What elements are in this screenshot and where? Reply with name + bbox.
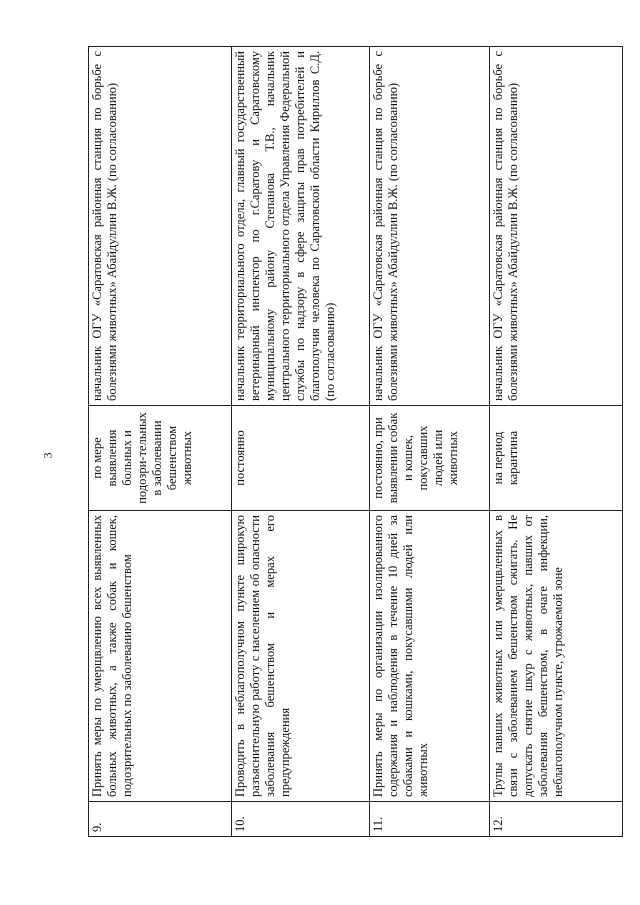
measure-cell: Трупы павших животных или умерщвленных в связи с заболеванием бешенством сжигать. Не допускать снятие шкур с животных, павших от заболевания бешенством, в очаге инфекции, неблагополучном пункте, угрожаемой зоне	[490, 511, 623, 802]
table-row	[370, 47, 490, 837]
term-cell: по мере выявления больных и подозри-тельных в заболевании бешенством животных	[89, 406, 232, 511]
measure-cell: Проводить в неблагополучном пункте широкую разъяснительную работу с населением об опасности заболевания бешенством и мерах его предупреждения	[232, 511, 370, 802]
row-number: 9.	[89, 802, 232, 837]
measure-cell: Принять меры по умерщвлению всех выявленных больных животных, а также собак и кошек, подозрительных по заболеванию бешенством	[89, 511, 232, 802]
responsible-cell: начальник ОГУ «Саратовская районная станция по борьбе с болезнями животных» Абайдуллин В.Ж. (по согласованию)	[89, 47, 232, 406]
responsible-cell: начальник ОГУ «Саратовская районная станция по борьбе с болезнями животных» Абайдуллин В.Ж. (по согласованию)	[370, 47, 490, 406]
row-number: 10.	[232, 802, 370, 837]
term-cell: на период карантина	[490, 406, 623, 511]
table-row	[89, 47, 232, 837]
row-number: 11.	[370, 802, 490, 837]
page-number: 3	[40, 452, 55, 459]
term-cell: постоянно	[232, 406, 370, 511]
measures-table	[88, 46, 623, 837]
row-number: 12.	[490, 802, 623, 837]
responsible-cell: начальник территориального отдела, главный государственный ветеринарный инспектор по г.Саратову и Саратовскому муниципальному району Степанова Т.В., начальник центрального территориального отдела Управления Федеральной службы по надзору в сфере защиты прав потребителей и благополучия человека по Саратовской области Кириллов С.Д. (по согласованию)	[232, 47, 370, 406]
measure-cell: Принять меры по организации изолированного содержания и наблюдения в течение 10 дней за собаками и кошками, покусавшими людей или животных	[370, 511, 490, 802]
term-cell: постоянно, при выявлении собак и кошек, покусавших людей или животных	[370, 406, 490, 511]
responsible-cell: начальник ОГУ «Саратовская районная станция по борьбе с болезнями животных» Абайдуллин В.Ж. (по согласованию)	[490, 47, 623, 406]
table-row	[232, 47, 370, 837]
measures-table-sheet	[88, 51, 565, 837]
table-row	[490, 47, 623, 837]
